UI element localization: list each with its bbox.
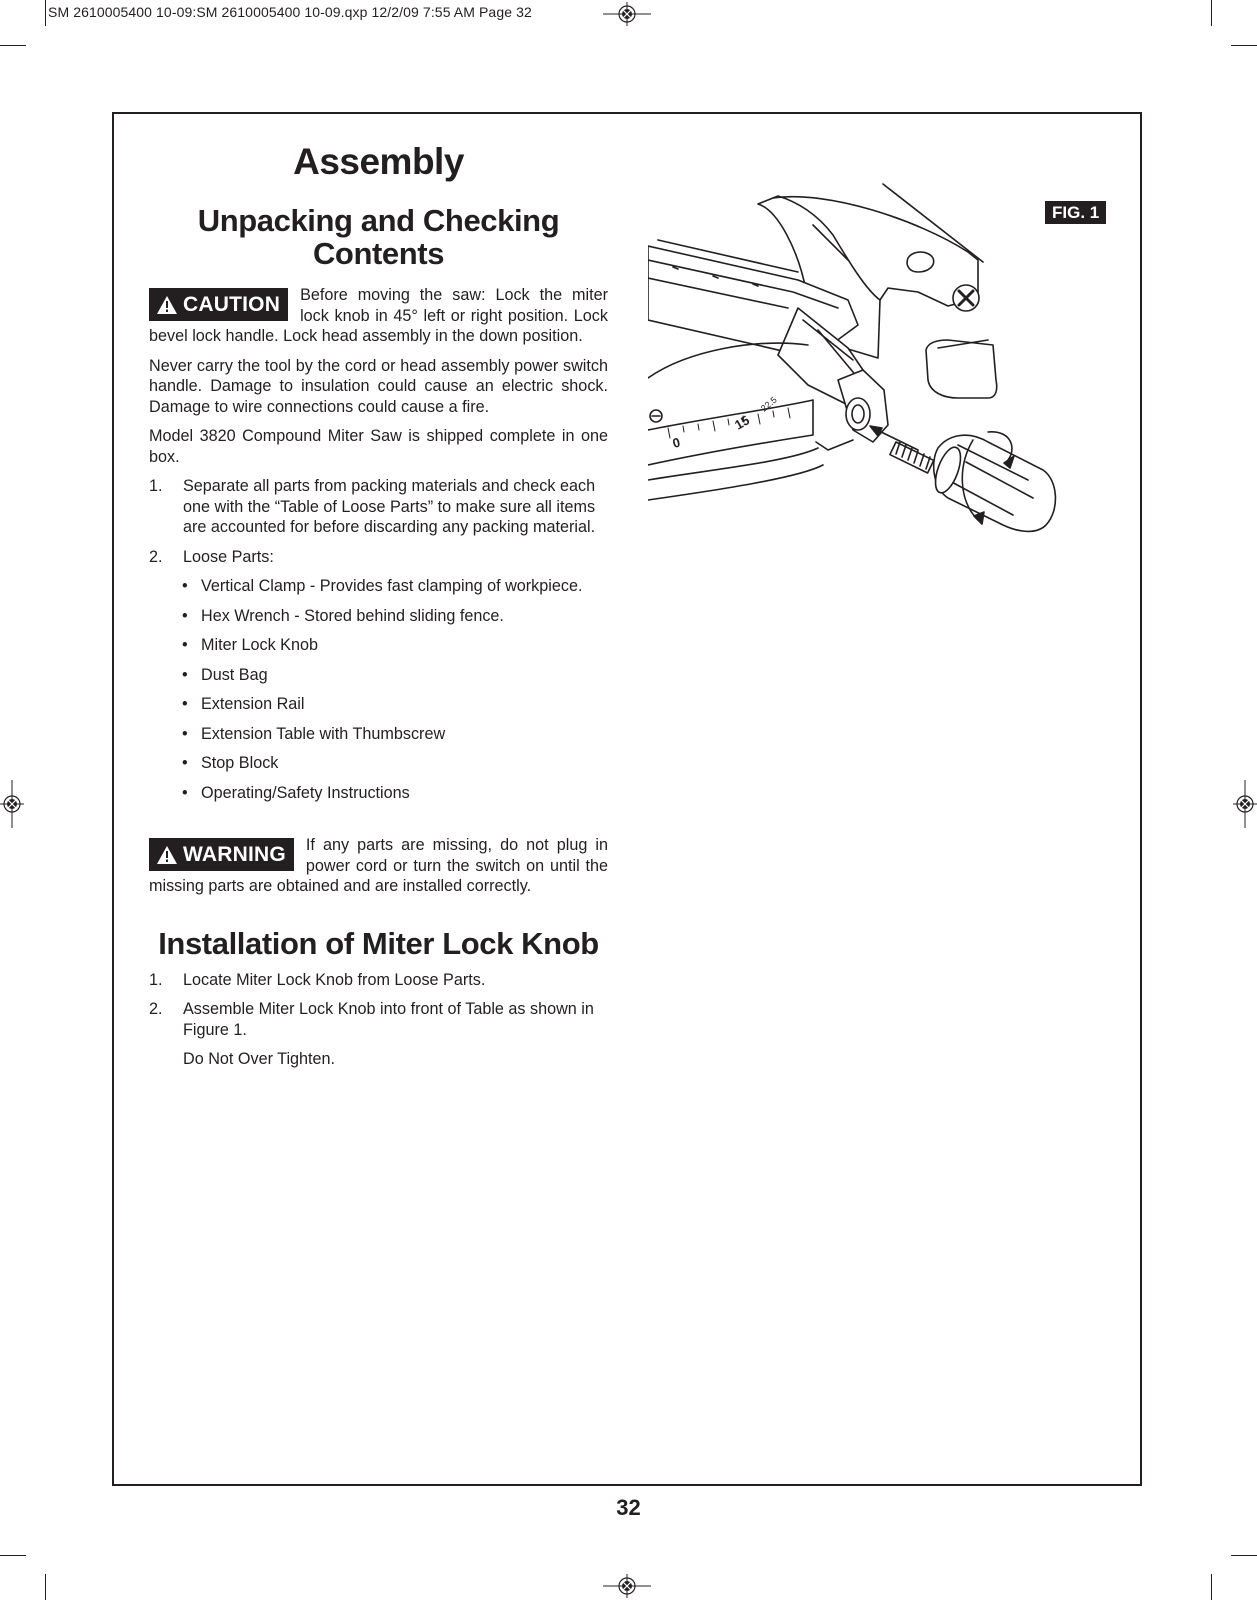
loose-part-label: Vertical Clamp - Provides fast clamping of workpiece. (201, 577, 583, 595)
list-item (149, 970, 608, 991)
registration-mark-icon (1233, 780, 1257, 828)
registration-mark-icon (603, 2, 651, 26)
list-item (149, 724, 608, 745)
figure-label: FIG. 1 (1045, 201, 1106, 224)
loose-parts-list (149, 576, 608, 803)
loose-part-label: Dust Bag (201, 665, 268, 684)
bullet: • (182, 724, 188, 743)
loose-part-label: Hex Wrench - Stored behind sliding fence. (201, 606, 504, 625)
bullet: • (182, 665, 188, 684)
list-item (149, 783, 608, 804)
loose-part-label: Extension Rail (201, 695, 305, 713)
bullet: • (182, 754, 188, 772)
warning-triangle-icon (157, 296, 177, 314)
unpacking-steps (149, 476, 608, 567)
tighten-note: Do Not Over Tighten. (183, 1050, 336, 1068)
bullet: • (182, 577, 188, 595)
caution-badge (149, 288, 288, 321)
warning-label: WARNING (183, 843, 286, 866)
step-number: 1. (149, 477, 163, 495)
scale-label: 0 (670, 434, 682, 451)
caution-block (149, 285, 608, 347)
step-text: Separate all parts from packing materials and check each one with the “Table of Loose Parts” to make sure all items are accounted for before discarding any packing material. (183, 477, 596, 536)
paragraph-carry-warning: Never carry the tool by the cord or head assembly power switch handle. Damage to insulation could cause an electric shock. Damage to wire connections could cause a fire. (149, 356, 608, 416)
caution-text: Before moving the saw: Lock the miter lock knob in 45° left or right position. Lock bevel lock handle. Lock head assembly in the down position. (149, 286, 608, 345)
caution-label: CAUTION (183, 293, 281, 316)
registration-mark-icon (603, 1574, 651, 1598)
crop-mark (0, 45, 26, 46)
crop-mark (1211, 0, 1212, 26)
loose-part-label: Stop Block (201, 754, 279, 772)
step-text: Loose Parts: (183, 547, 274, 566)
bullet: • (182, 636, 188, 654)
step-number: 2. (149, 1000, 163, 1018)
registration-mark-icon (0, 780, 24, 828)
step-number: 2. (149, 547, 163, 566)
crop-mark (1211, 1574, 1212, 1600)
scale-label: 22.5 (758, 394, 779, 414)
bullet: • (182, 606, 188, 625)
step-text: Locate Miter Lock Knob from Loose Parts. (183, 970, 486, 989)
crop-mark (1231, 1555, 1257, 1556)
crop-mark (0, 1555, 26, 1556)
crop-mark (1231, 45, 1257, 46)
loose-part-label: Operating/Safety Instructions (201, 783, 410, 802)
printer-slug: SM 2610005400 10-09:SM 2610005400 10-09.qxp 12/2/09 7:55 AM Page 32 (48, 4, 532, 20)
section-heading-installation: Installation of Miter Lock Knob (158, 925, 599, 961)
warning-triangle-icon (157, 846, 177, 864)
list-item (149, 753, 608, 774)
step-text: Assemble Miter Lock Knob into front of Table as shown in Figure 1. (183, 1000, 594, 1039)
warning-text: If any parts are missing, do not plug in power cord or turn the switch on until the missing parts are obtained and are installed correctly. (149, 836, 608, 895)
list-item (149, 635, 608, 656)
list-item (149, 476, 608, 538)
loose-part-label: Miter Lock Knob (201, 636, 318, 654)
page-title: Assembly (293, 141, 464, 182)
loose-part-label: Extension Table with Thumbscrew (201, 724, 446, 743)
miter-saw-figure (648, 180, 1088, 550)
list-item (149, 606, 608, 627)
list-item (149, 576, 608, 597)
page-number: 32 (616, 1495, 641, 1520)
scale-label: 15 (732, 412, 753, 433)
paragraph-shipping: Model 3820 Compound Miter Saw is shipped complete in one box. (149, 427, 608, 466)
list-item (149, 694, 608, 715)
bullet: • (182, 695, 188, 713)
step-number: 1. (149, 970, 163, 989)
section-heading-unpacking: Unpacking and Checking Contents (197, 203, 560, 271)
crop-mark (45, 0, 46, 26)
installation-steps (149, 970, 608, 1041)
list-item (149, 665, 608, 686)
list-item (149, 547, 608, 568)
bullet: • (182, 783, 188, 802)
text-column (149, 140, 608, 1070)
warning-badge (149, 838, 294, 871)
crop-mark (45, 1574, 46, 1600)
warning-block (149, 835, 608, 897)
list-item (149, 999, 608, 1040)
